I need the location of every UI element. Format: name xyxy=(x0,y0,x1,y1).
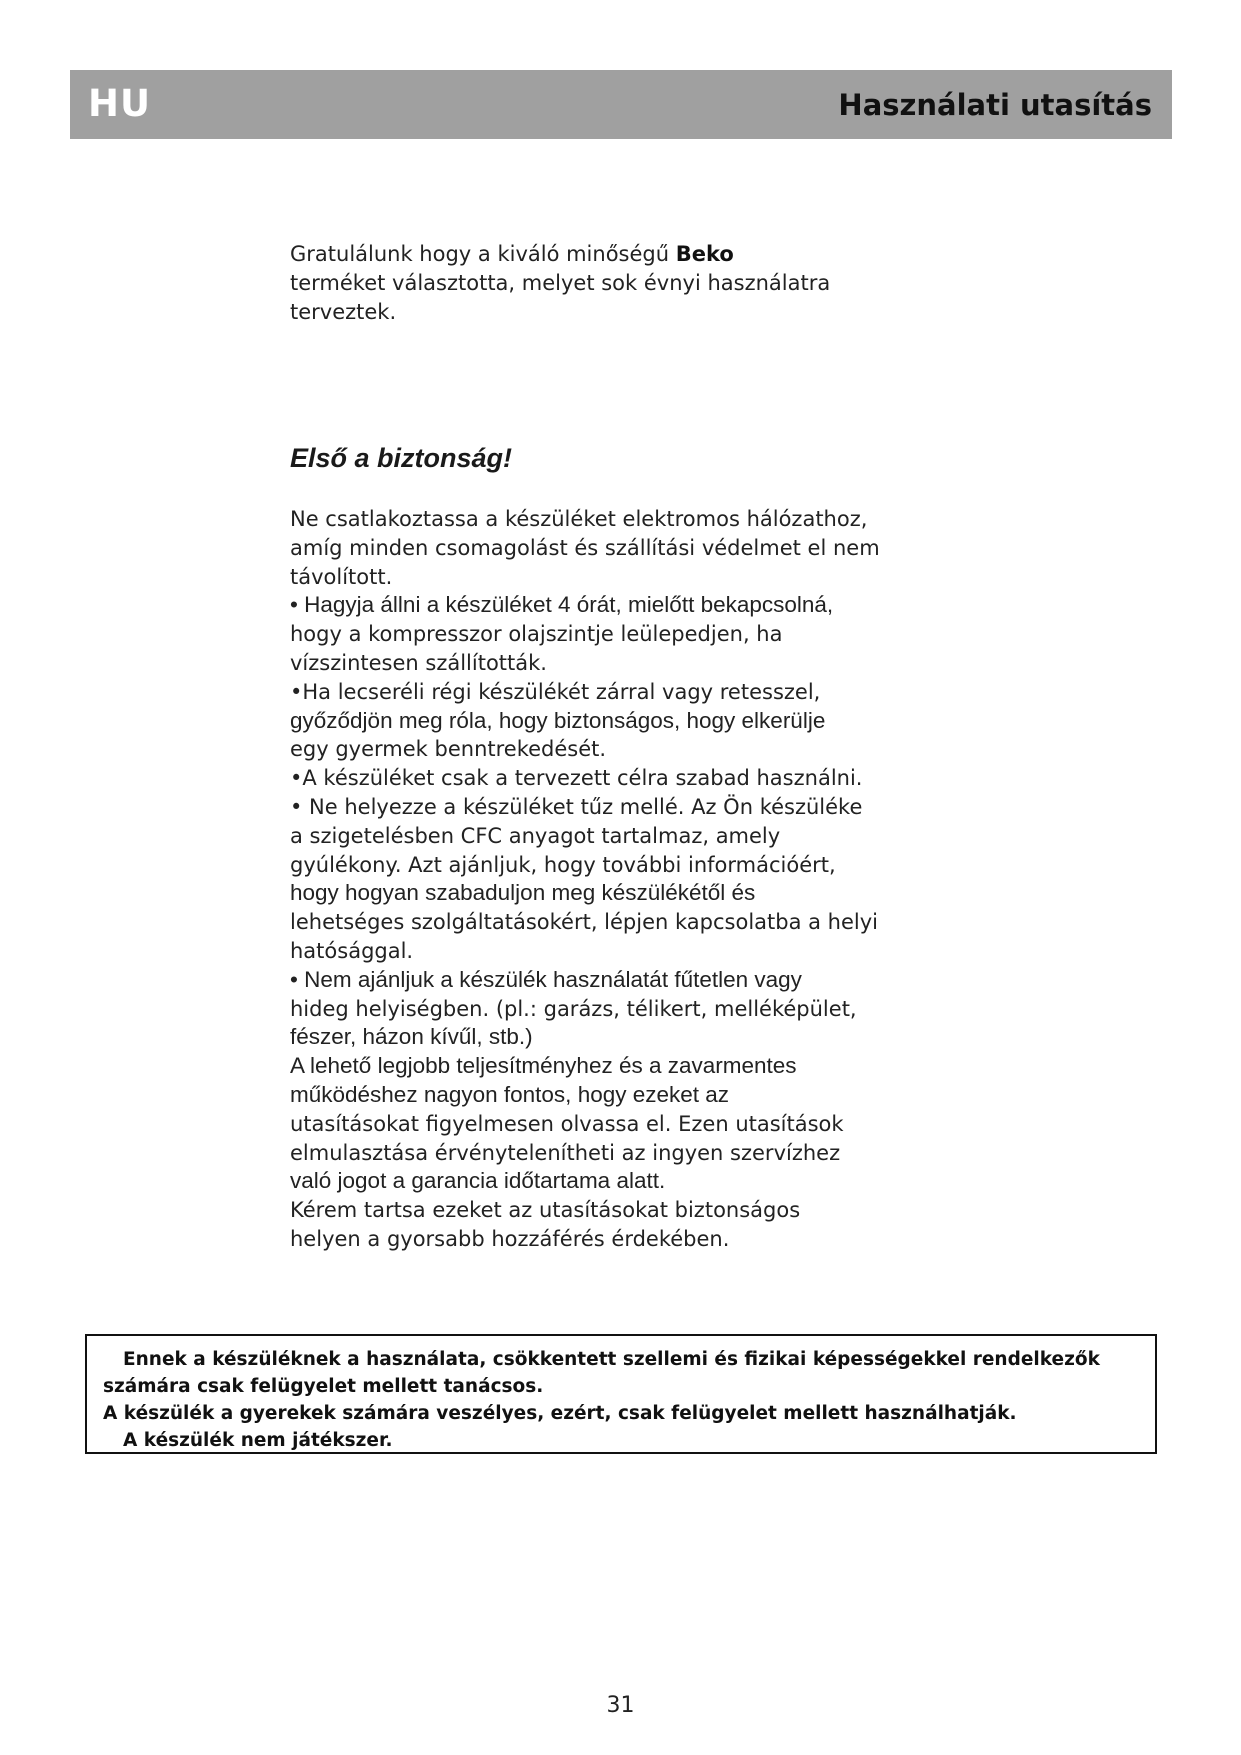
body-line: való jogot a garancia időtartama alatt. xyxy=(290,1168,666,1194)
body-line: távolított. xyxy=(290,564,393,589)
body-line: egy gyermek benntrekedését. xyxy=(290,737,607,762)
body-line: a szigetelésben CFC anyagot tartalmaz, amely xyxy=(290,823,781,848)
header-bar xyxy=(70,70,1172,139)
body-line: vízszintesen szállították. xyxy=(290,650,547,675)
language-code: HU xyxy=(88,82,152,125)
body-line: győződjön meg róla, hogy biztonságos, hogy elkerülje xyxy=(290,707,826,733)
body-line: hideg helyiségben. (pl.: garázs, télikert, melléképület, xyxy=(290,996,857,1021)
warning-line: A készülék nem játékszer. xyxy=(123,1430,393,1451)
body-line: hogy a kompresszor olajszintje leülepedjen, ha xyxy=(290,622,783,647)
brand-name: Beko xyxy=(675,242,734,266)
body-line: • Nem ajánljuk a készülék használatát fűtetlen vagy xyxy=(290,966,802,992)
body-line: •Ha lecseréli régi készülékét zárral vagy retesszel, xyxy=(290,679,821,704)
safety-body xyxy=(290,505,930,1254)
warning-line: számára csak felügyelet mellett tanácsos. xyxy=(103,1376,544,1397)
body-line: gyúlékony. Azt ajánljuk, hogy további információért, xyxy=(290,852,836,877)
body-line: Kérem tartsa ezeket az utasításokat biztonságos xyxy=(290,1198,801,1223)
body-line: hogy hogyan szabaduljon meg készülékétől és xyxy=(290,880,756,906)
body-line: amíg minden csomagolást és szállítási védelmet el nem xyxy=(290,535,880,560)
body-line: • Hagyja állni a készüléket 4 órát, mielőtt bekapcsolná, xyxy=(290,592,834,618)
body-line: fészer, házon kívűl, stb.) xyxy=(290,1024,533,1050)
body-line: utasításokat figyelmesen olvassa el. Ezen utasítások xyxy=(290,1111,844,1136)
body-line: A lehető legjobb teljesítményhez és a zavarmentes xyxy=(290,1053,797,1079)
page-number: 31 xyxy=(606,1693,635,1718)
body-line: Ne csatlakoztassa a készüléket elektromos hálózathoz, xyxy=(290,507,868,531)
warning-line: A készülék a gyerekek számára veszélyes, ezért, csak felügyelet mellett használhatják. xyxy=(103,1403,1017,1424)
body-line: működéshez nagyon fontos, hogy ezeket az xyxy=(290,1081,730,1107)
body-line: elmulasztása érvénytelenítheti az ingyen szervízhez xyxy=(290,1140,841,1165)
body-line: helyen a gyorsabb hozzáférés érdekében. xyxy=(290,1226,730,1251)
intro-line3: terveztek. xyxy=(290,300,397,324)
document-title: Használati utasítás xyxy=(838,88,1152,122)
body-line: hatósággal. xyxy=(290,938,414,963)
section-heading: Első a biztonság! xyxy=(290,443,513,473)
body-line: • Ne helyezze a készüléket tűz mellé. Az Ön készüléke xyxy=(290,794,863,819)
intro-paragraph xyxy=(290,240,910,327)
body-line: •A készüléket csak a tervezett célra szabad használni. xyxy=(290,766,863,791)
warning-box xyxy=(85,1334,1157,1454)
intro-line2: terméket választotta, melyet sok évnyi használatra xyxy=(290,271,831,295)
warning-line: Ennek a készüléknek a használata, csökkentett szellemi és fizikai képességekkel rendelkezők xyxy=(123,1349,1100,1370)
body-line: lehetséges szolgáltatásokért, lépjen kapcsolatba a helyi xyxy=(290,910,878,935)
intro-line1-prefix: Gratulálunk hogy a kiváló minőségű xyxy=(290,242,676,266)
